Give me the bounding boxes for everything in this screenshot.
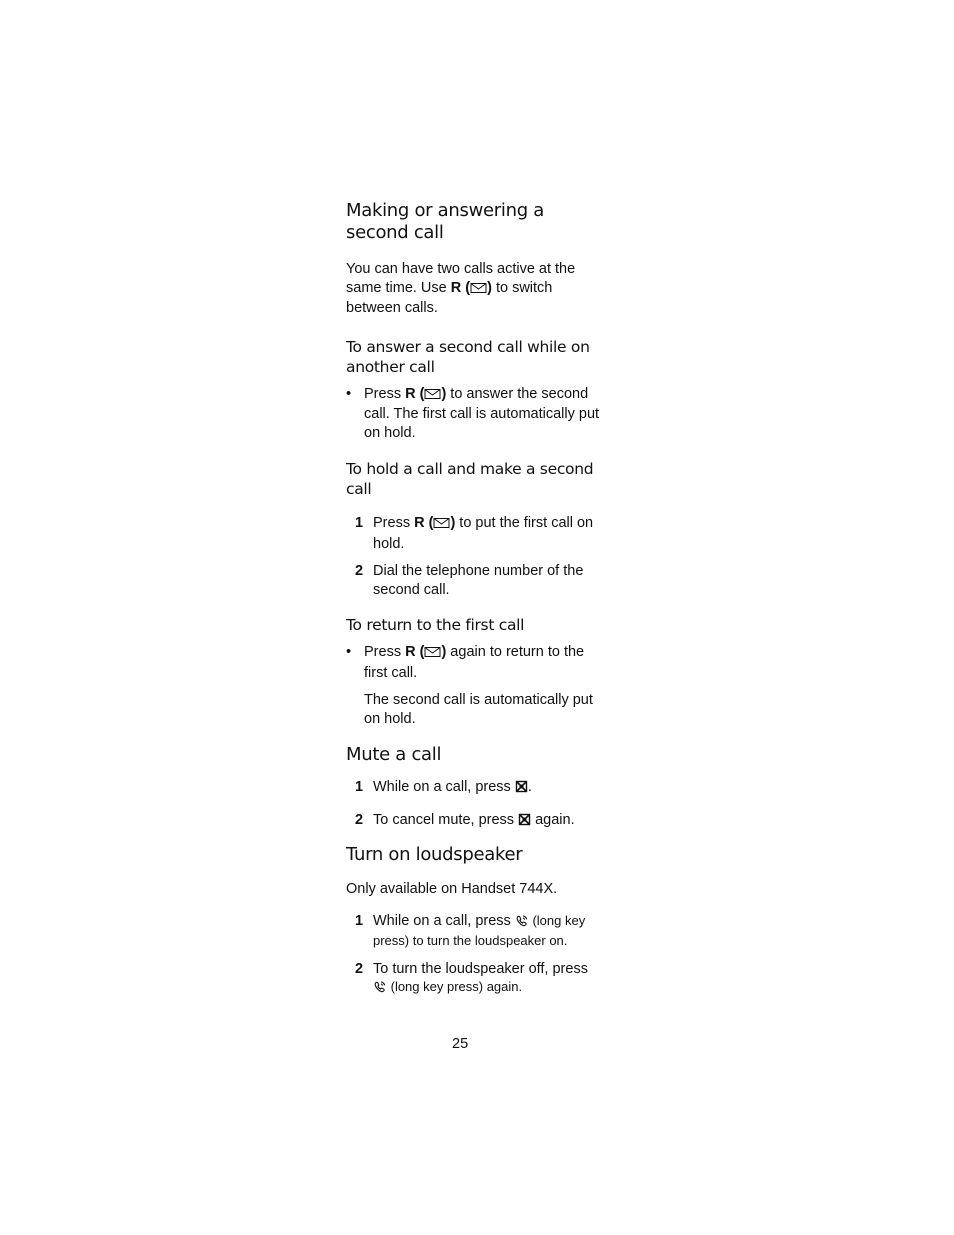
- section-title-second-call: Making or answering a second call: [346, 200, 544, 243]
- envelope-icon: [424, 387, 441, 406]
- envelope-icon: [433, 516, 450, 535]
- section-title-mute: Mute a call: [346, 744, 442, 765]
- r-key-label: R ( ): [405, 386, 446, 402]
- section-title-loudspeaker: Turn on loudspeaker: [346, 844, 523, 865]
- mute-icon: [518, 813, 531, 832]
- subheading-hold-call: To hold a call and make a second call: [346, 460, 594, 498]
- manual-page-column: [346, 200, 608, 999]
- answer-bullet-item: • Press R ( ) to answer the second call. The first call is automatically put on hold.: [346, 385, 600, 441]
- r-key-label: R ( ): [451, 280, 492, 296]
- loudspeaker-icon: [515, 914, 529, 933]
- page-number: 25: [452, 1036, 469, 1052]
- loudspeaker-step-2: 2 To turn the loudspeaker off, press (long key press) again.: [346, 960, 608, 999]
- loudspeaker-step-1: 1 While on a call, press (long key press) to turn the loudspeaker on.: [355, 912, 586, 948]
- mute-step-2: 2 To cancel mute, press again.: [346, 811, 608, 832]
- return-note: The second call is automatically put on hold.: [364, 692, 593, 727]
- r-key-label: R ( ): [414, 515, 455, 531]
- mute-step-1: 1 While on a call, press .: [346, 778, 608, 799]
- r-key-label: R ( ): [405, 644, 446, 660]
- envelope-icon: [424, 645, 441, 664]
- loudspeaker-icon: [373, 980, 387, 999]
- return-bullet-item: • Press R ( ) again to return to the first call.: [346, 644, 585, 681]
- subheading-answer-second-call: To answer a second call while on another call: [346, 337, 590, 376]
- hold-step-1: 1 Press R ( ) to put the first call on hold.: [355, 515, 594, 552]
- loudspeaker-intro: Only available on Handset 744X.: [346, 881, 558, 897]
- subheading-return-first-call: To return to the first call: [346, 616, 525, 634]
- second-call-intro: You can have two calls active at the same time. Use R ( ) to switch between calls.: [346, 261, 576, 316]
- mute-icon: [515, 780, 528, 799]
- hold-step-2: 2 Dial the telephone number of the second call.: [355, 563, 584, 598]
- envelope-icon: [470, 281, 487, 300]
